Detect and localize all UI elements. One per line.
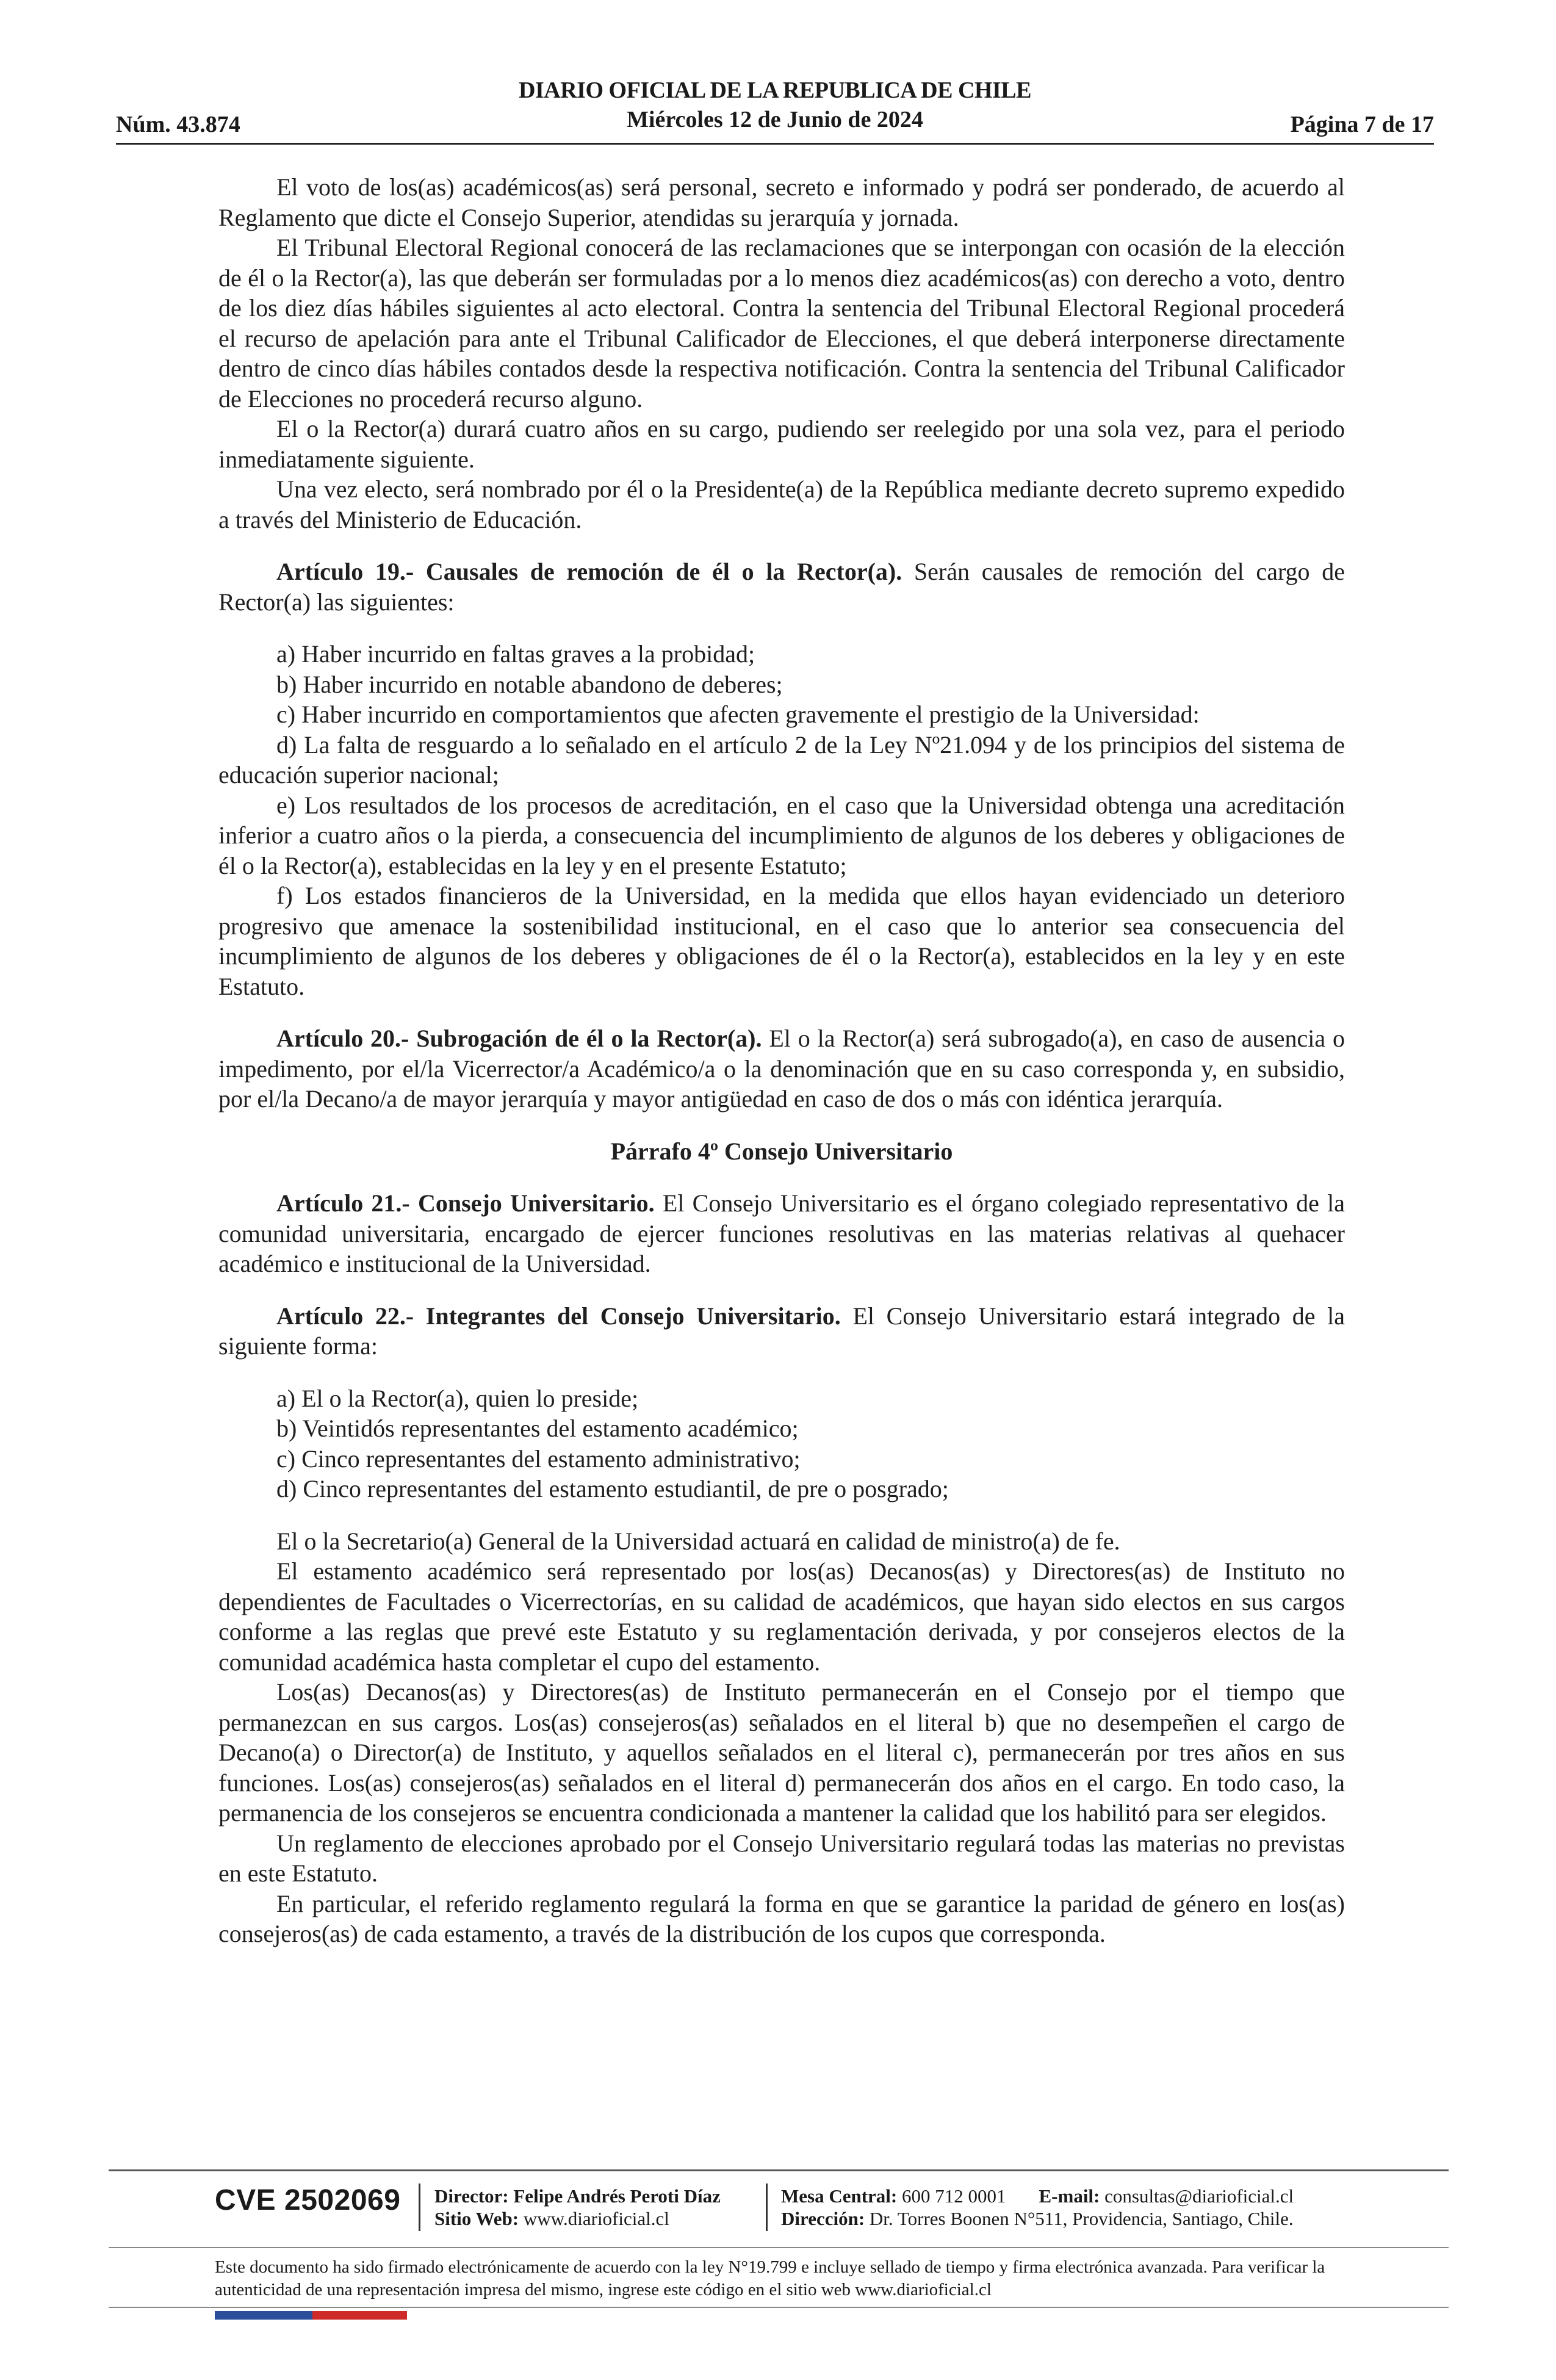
article-19 — [218, 557, 1345, 617]
mesa-label: Mesa Central: — [781, 2185, 898, 2207]
flag-stripe-red — [312, 2311, 407, 2320]
site-line — [434, 2207, 721, 2230]
issue-date: Miércoles 12 de Junio de 2024 — [627, 107, 923, 132]
flag-stripe-blue — [215, 2311, 312, 2320]
paragraph: El Tribunal Electoral Regional conocerá de las reclamaciones que se interpongan con ocasión de la elección de él o la Rector(a), las que deberán ser formuladas por a lo menos diez académicos(as) con derecho a voto, dentro de los diez días hábiles siguientes al acto electoral. Contra la sentencia del Tribunal Electoral Regional procederá el recurso de apelación para ante el Tribunal Calificador de Elecciones, el que deberá interponerse directamente dentro de cinco días hábiles contados desde la respectiva notificación. Contra la sentencia del Tribunal Calificador de Elecciones no procederá recurso alguno. — [218, 234, 1345, 413]
paragraph: El o la Rector(a) durará cuatro años en su cargo, pudiendo ser reelegido por una sola vez, para el periodo inmediatamente siguiente. — [218, 415, 1345, 473]
article-heading: Artículo 22.- Integrantes del Consejo Universitario. — [276, 1302, 841, 1330]
spacer — [218, 1279, 1345, 1301]
spacer — [218, 535, 1345, 557]
footer-separator — [766, 2183, 768, 2231]
section-heading: Párrafo 4º Consejo Universitario — [610, 1137, 953, 1165]
spacer — [218, 1166, 1345, 1188]
footer-divider — [109, 2307, 1449, 2308]
mesa-phone: 600 712 0001 — [897, 2185, 1006, 2207]
list-item: b) Veintidós representantes del estamento académico; — [276, 1415, 799, 1442]
footer-separator — [419, 2183, 420, 2231]
list-item: f) Los estados financieros de la Universidad, en la medida que ellos hayan evidenciado un deterioro progresivo que amenace la sostenibilidad institucional, en el caso que lo anterior sea consecuencia del incumplimiento de algunos de los deberes y obligaciones de él o la Rector(a), establecidos en la ley y en este Estatuto. — [218, 882, 1345, 1000]
director-name: Felipe Andrés Peroti Díaz — [508, 2185, 721, 2207]
list-item: d) Cinco representantes del estamento estudiantil, de pre o posgrado; — [276, 1475, 949, 1502]
paragraph: En particular, el referido reglamento regulará la forma en que se garantice la paridad de género en los(as) consejeros(as) de cada estamento, a través de la distribución de los cupos que corresponda. — [218, 1889, 1345, 1947]
email-label: E-mail: — [1039, 2185, 1100, 2207]
issue-number: Núm. 43.874 — [116, 112, 240, 137]
address-value: Dr. Torres Boonen N°511, Providencia, Santiago, Chile. — [865, 2208, 1294, 2229]
paragraph: Los(as) Decanos(as) y Directores(as) de Instituto permanecerán en el Consejo por el tiempo que permanezcan en sus cargos. Los(as) consejeros(as) señalados en el literal b) que no desempeñen el cargo de Decano(a) o Director(a) de Instituto, y aquellos señalados en el literal c), permanecerán por tres años en sus funciones. Los(as) consejeros(as) señalados en el literal d) permanecerán dos años en el cargo. En todo caso, la permanencia de los consejeros se encuentra condicionada a mantener la calidad que los habilitó para ser elegidos. — [218, 1678, 1345, 1826]
director-label: Director: — [434, 2185, 509, 2207]
spacer — [218, 1114, 1345, 1136]
article-21 — [218, 1188, 1345, 1279]
page-header — [116, 76, 1434, 143]
article-text: El Consejo Universitario es el órgano colegiado representativo de la comunidad universitaria, encargado de ejercer funciones resolutivas en las materias relativas al quehacer académico e institucional de la Universidad. — [218, 1189, 1345, 1277]
address-label: Dirección: — [781, 2208, 865, 2229]
paragraph: Una vez electo, será nombrado por él o la Presidente(a) de la República mediante decreto supremo expedido a través del Ministerio de Educación. — [218, 475, 1345, 533]
site-label: Sitio Web: — [434, 2208, 519, 2229]
list-item: c) Cinco representantes del estamento administrativo; — [276, 1444, 801, 1473]
spacer — [218, 617, 1345, 639]
address-line — [781, 2207, 1294, 2230]
article-heading: Artículo 20.- Subrogación de él o la Rector(a). — [276, 1025, 762, 1052]
article-20 — [218, 1023, 1345, 1114]
paragraph: Un reglamento de elecciones aprobado por el Consejo Universitario regulará todas las materias no previstas en este Estatuto. — [218, 1829, 1345, 1887]
list-item: b) Haber incurrido en notable abandono de deberes; — [276, 670, 783, 698]
email-link[interactable]: consultas@diarioficial.cl — [1100, 2185, 1294, 2207]
page-indicator: Página 7 de 17 — [1290, 112, 1434, 137]
cve-code: CVE 2502069 — [215, 2184, 401, 2216]
spacer — [218, 1361, 1345, 1383]
contact-line — [781, 2185, 1294, 2207]
article-heading: Artículo 21.- Consejo Universitario. — [276, 1189, 655, 1217]
footer-contact-block — [781, 2185, 1294, 2230]
paragraph: El o la Secretario(a) General de la Universidad actuará en calidad de ministro(a) de fe. — [276, 1527, 1120, 1555]
site-link[interactable]: www.diarioficial.cl — [519, 2208, 669, 2229]
footer-divider — [109, 2247, 1449, 2248]
article-text: El o la Rector(a) será subrogado(a), en caso de ausencia o impedimento, por el/la Vicerrector/a Académico/a o la denominación que en su caso corresponda y, en subsidio, por el/la Decano/a de mayor jerarquía y mayor antigüedad en caso de dos o más con idéntica jerarquía. — [218, 1025, 1345, 1112]
list-item: d) La falta de resguardo a lo señalado en el artículo 2 de la Ley Nº21.094 y de los principios del sistema de educación superior nacional; — [218, 730, 1345, 788]
list-item: e) Los resultados de los procesos de acreditación, en el caso que la Universidad obtenga una acreditación inferior a cuatro años o la pierda, a consecuencia del incumplimiento de algunos de los deberes y obligaciones de él o la Rector(a), establecidas en la ley y en el presente Estatuto; — [218, 791, 1345, 879]
header-divider — [116, 143, 1434, 145]
footer-divider — [109, 2169, 1449, 2171]
spacer — [218, 1504, 1345, 1526]
document-body — [218, 172, 1345, 1949]
list-item: c) Haber incurrido en comportamientos que afecten gravemente el prestigio de la Universidad: — [276, 701, 1200, 728]
newspaper-title: DIARIO OFICIAL DE LA REPUBLICA DE CHILE — [519, 78, 1031, 103]
article-text: Serán causales de remoción del cargo de Rector(a) las siguientes: — [218, 558, 1345, 616]
paragraph: El voto de los(as) académicos(as) será personal, secreto e informado y podrá ser ponderado, de acuerdo al Reglamento que dicte el Consejo Superior, atendidas su jerarquía y jornada. — [218, 173, 1345, 231]
article-heading: Artículo 19.- Causales de remoción de él o la Rector(a). — [276, 558, 902, 585]
article-text: El Consejo Universitario estará integrado de la siguiente forma: — [218, 1302, 1345, 1360]
masthead — [116, 76, 1434, 134]
signature-note: Este documento ha sido firmado electrónicamente de acuerdo con la ley N°19.799 e incluye sellado de tiempo y firma electrónica avanzada. Para verificar la autenticidad de una representación impresa del mismo, ingrese este código en el sitio web www.diarioficial.cl — [215, 2257, 1325, 2299]
list-item: a) El o la Rector(a), quien lo preside; — [276, 1384, 639, 1412]
spacer — [218, 1001, 1345, 1023]
paragraph: El estamento académico será representado por los(as) Decanos(as) y Directores(as) de Instituto no dependientes de Facultades o Vicerrectorías, en su calidad de académicos, que hayan sido electos en sus cargos conforme a las reglas que prevé este Estatuto y su reglamentación derivada, y por consejeros electos de la comunidad académica hasta completar el cupo del estamento. — [218, 1557, 1345, 1676]
article-22 — [218, 1301, 1345, 1361]
list-item: a) Haber incurrido en faltas graves a la probidad; — [276, 640, 755, 668]
footer-director-block — [434, 2185, 721, 2230]
director-line — [434, 2185, 721, 2207]
